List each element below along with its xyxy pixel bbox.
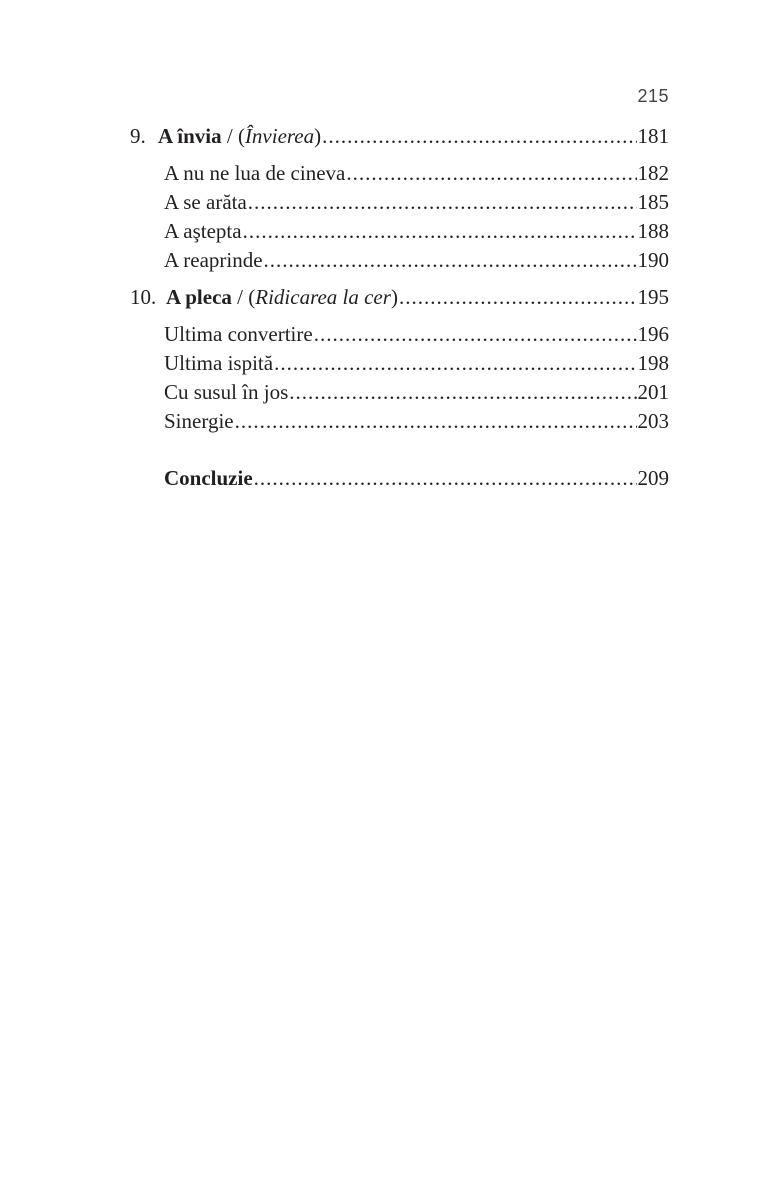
toc-entry — [130, 378, 669, 407]
page-ref: 203 — [637, 409, 669, 433]
page-ref: 185 — [637, 190, 669, 214]
toc-entry — [130, 217, 669, 246]
chapter-title-bold: A învia — [158, 124, 222, 148]
entry-title: A se arăta — [164, 190, 247, 214]
page-ref: 195 — [637, 285, 669, 309]
dot-leader — [399, 283, 637, 312]
page-ref: 198 — [637, 351, 669, 375]
dot-leader — [289, 378, 636, 407]
dot-leader — [314, 320, 637, 349]
toc-conclusion — [130, 464, 669, 493]
dot-leader — [235, 407, 637, 436]
chapter-number: 9. — [130, 124, 146, 148]
page-number: 215 — [637, 86, 669, 106]
toc-chapter-10 — [130, 283, 669, 312]
conclusion-title: Concluzie — [164, 466, 253, 490]
page-ref: 209 — [637, 466, 669, 490]
toc-entry — [130, 246, 669, 275]
chapter-close: ) — [314, 124, 322, 148]
dot-leader — [243, 217, 637, 246]
toc-chapter-9 — [130, 122, 669, 151]
chapter-separator: / ( — [221, 124, 245, 148]
entry-title: A reaprinde — [164, 248, 263, 272]
entry-title: Cu susul în jos — [164, 380, 289, 404]
dot-leader — [248, 188, 637, 217]
toc-entry — [130, 349, 669, 378]
chapter-title-italic: Învierea — [244, 124, 315, 148]
chapter-title-italic: Ridicarea la cer — [255, 285, 391, 309]
toc-entry — [130, 407, 669, 436]
page-ref: 188 — [637, 219, 669, 243]
chapter-separator: / ( — [231, 285, 256, 309]
dot-leader — [264, 246, 637, 275]
entry-title: A aştepta — [164, 219, 242, 243]
entry-title: Sinergie — [164, 409, 234, 433]
chapter-close: ) — [390, 285, 398, 309]
toc-entry — [130, 320, 669, 349]
page-ref: 196 — [637, 322, 669, 346]
dot-leader — [254, 464, 637, 493]
entry-title: Ultima ispită — [164, 351, 274, 375]
entry-title: Ultima convertire — [164, 322, 313, 346]
entry-title: A nu ne lua de cineva — [164, 161, 346, 185]
dot-leader — [322, 122, 636, 151]
toc-entry — [130, 159, 669, 188]
dot-leader — [274, 349, 636, 378]
dot-leader — [346, 159, 636, 188]
toc-entry — [130, 188, 669, 217]
chapter-title — [130, 283, 398, 312]
table-of-contents — [130, 122, 669, 493]
chapter-title-bold: A pleca — [166, 285, 232, 309]
chapter-number: 10. — [130, 285, 157, 309]
page-ref: 182 — [637, 161, 669, 185]
chapter-title — [130, 122, 321, 151]
page-ref: 201 — [637, 380, 669, 404]
page-ref: 190 — [637, 248, 669, 272]
page-ref: 181 — [637, 124, 669, 148]
